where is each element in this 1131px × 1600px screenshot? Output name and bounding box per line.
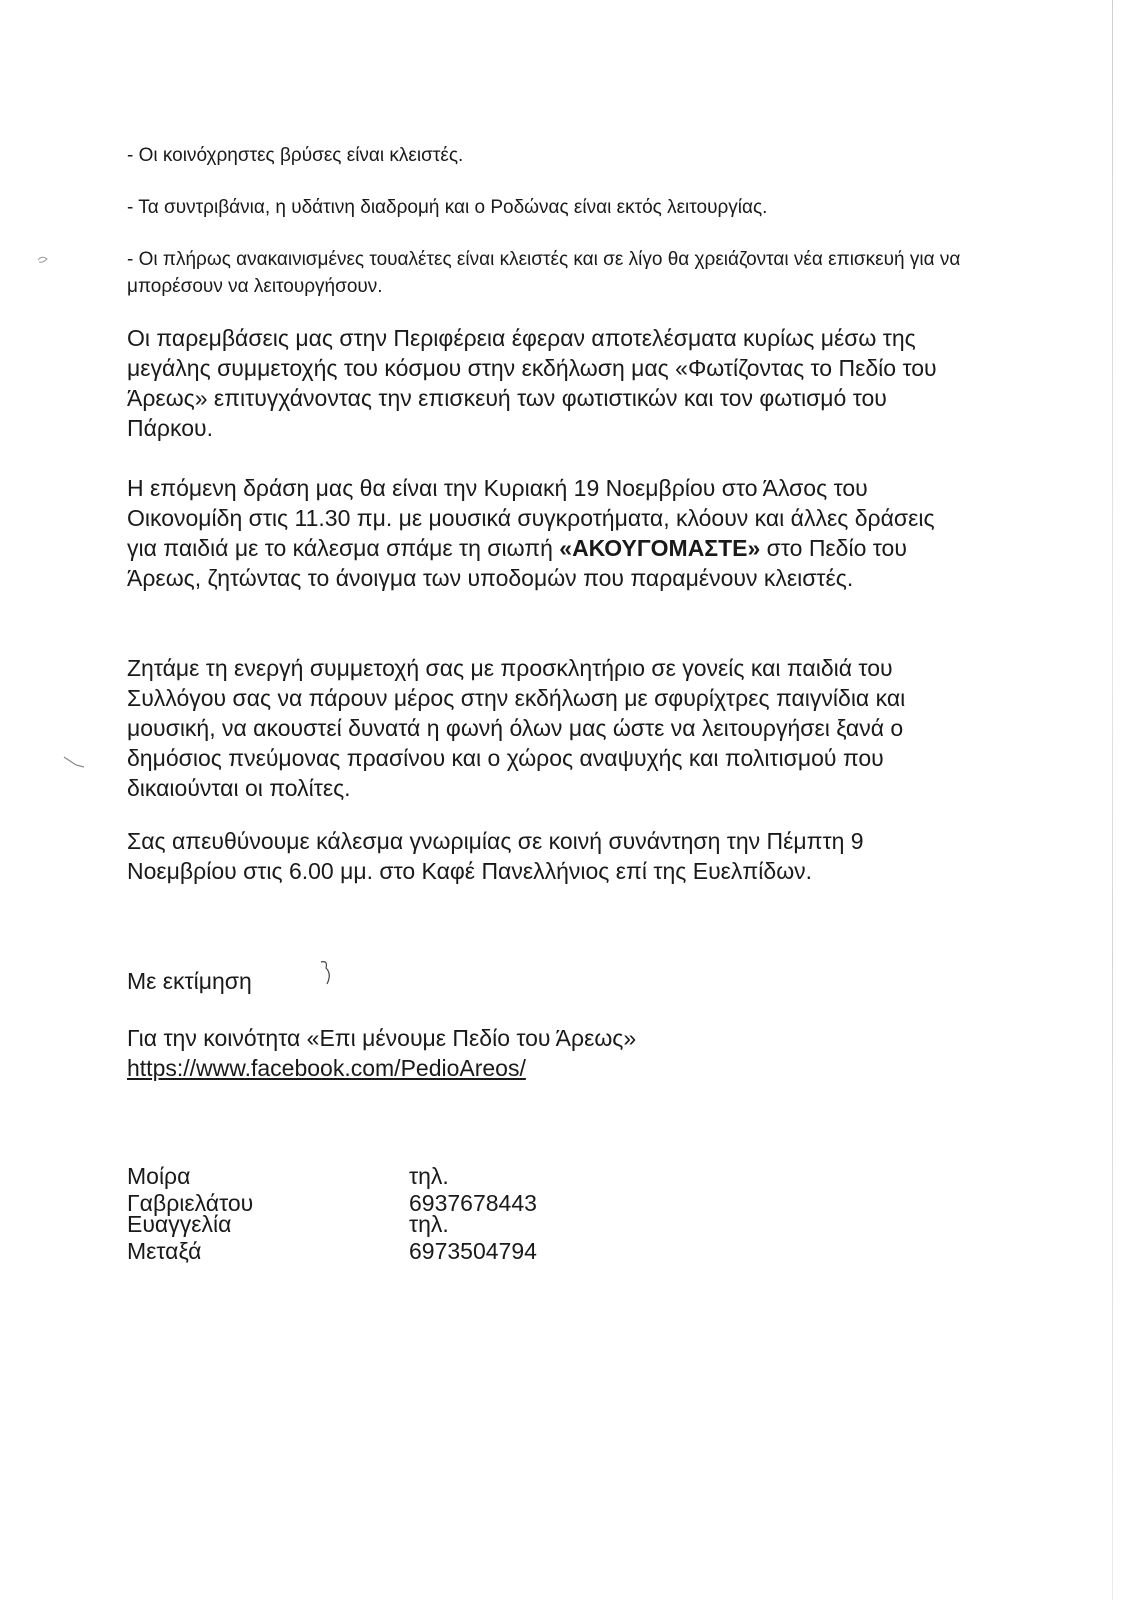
status-bullet-list (127, 142, 977, 300)
facebook-link[interactable]: https://www.facebook.com/PedioAreos/ (127, 1055, 526, 1081)
community-name: Για την κοινότητα «Επι μένουμε Πεδίο του Άρεως» (127, 1025, 637, 1051)
scan-speck-mark (36, 254, 50, 266)
contact-name: Ευαγγελία Μεταξά (127, 1211, 232, 1264)
paragraph-meeting-invite: Σας απευθύνουμε κάλεσμα γνωριμίας σε κοινή συνάντηση την Πέμπτη 9 Νοεμβρίου στις 6.00 μμ. στο Καφέ Πανελλήνιος επί της Ευελπίδων. (127, 828, 864, 884)
contact-phone: τηλ. 6973504794 (409, 1211, 537, 1264)
paragraph-interventions: Οι παρεμβάσεις μας στην Περιφέρεια έφεραν αποτελέσματα κυρίως μέσω της μεγάλης συμμετοχής του κόσμου στην εκδήλωση μας «Φωτίζοντας το Πεδίο του Άρεως» επιτυγχάνοντας την επισκευή των φωτιστικών και τον φωτισμό του Πάρκου. (127, 325, 937, 441)
bullet-fountains: - Οι κοινόχρηστες βρύσες είναι κλειστές. (127, 145, 464, 166)
paragraph-next-action-text: Η επόμενη δράση μας θα είναι την Κυριακή 19 Νοεμβρίου στο Άλσος του Οικονομίδη στις 11.30 πμ. με μουσικά συγκροτήματα, κλόουν και άλλες δράσεις για παιδιά με το κάλεσμα σπάμε τη σιωπή (127, 475, 935, 561)
paragraph-participation: Ζητάμε τη ενεργή συμμετοχή σας με προσκλητήριο σε γονείς και παιδιά του Συλλόγου σας να πάρουν μέρος στην εκδήλωση με σφυρίχτρες παιγνίδια και μουσική, να ακουστεί δυνατά η φωνή όλων μας ώστε να λειτουργήσει ξανά ο δημόσιος πνεύμονας πρασίνου και ο χώρος αναψυχής και πολιτισμού που δικαιούνται οι πολίτες. (127, 655, 906, 801)
bullet-toilets: - Οι πλήρως ανακαινισμένες τουαλέτες είναι κλειστές και σε λίγο θα χρειάζονται νέα επισκευή για να μπορέσουν να λειτουργήσουν. (127, 249, 961, 297)
paragraph-next-action-text-end: στο Πεδίο του Άρεως, ζητώντας το άνοιγμα των υποδομών που παραμένουν κλειστές. (127, 535, 907, 591)
scan-edge-line (1112, 0, 1113, 1600)
community-signature-block (127, 1023, 636, 1083)
closing-salutation: Με εκτίμηση (127, 968, 252, 994)
contact-phone: τηλ. 6937678443 (409, 1163, 537, 1216)
contact-name: Μοίρα Γαβριελάτου (127, 1163, 254, 1216)
signature-stroke-mark (318, 958, 338, 988)
paragraph-next-action (127, 473, 957, 593)
bullet-water-features: - Τα συντριβάνια, η υδάτινη διαδρομή και ο Ροδώνας είναι εκτός λειτουργίας. (127, 197, 768, 218)
scan-tick-mark (62, 755, 86, 771)
slogan-akougomaste: «ΑΚΟΥΓΟΜΑΣΤΕ» (559, 535, 761, 561)
